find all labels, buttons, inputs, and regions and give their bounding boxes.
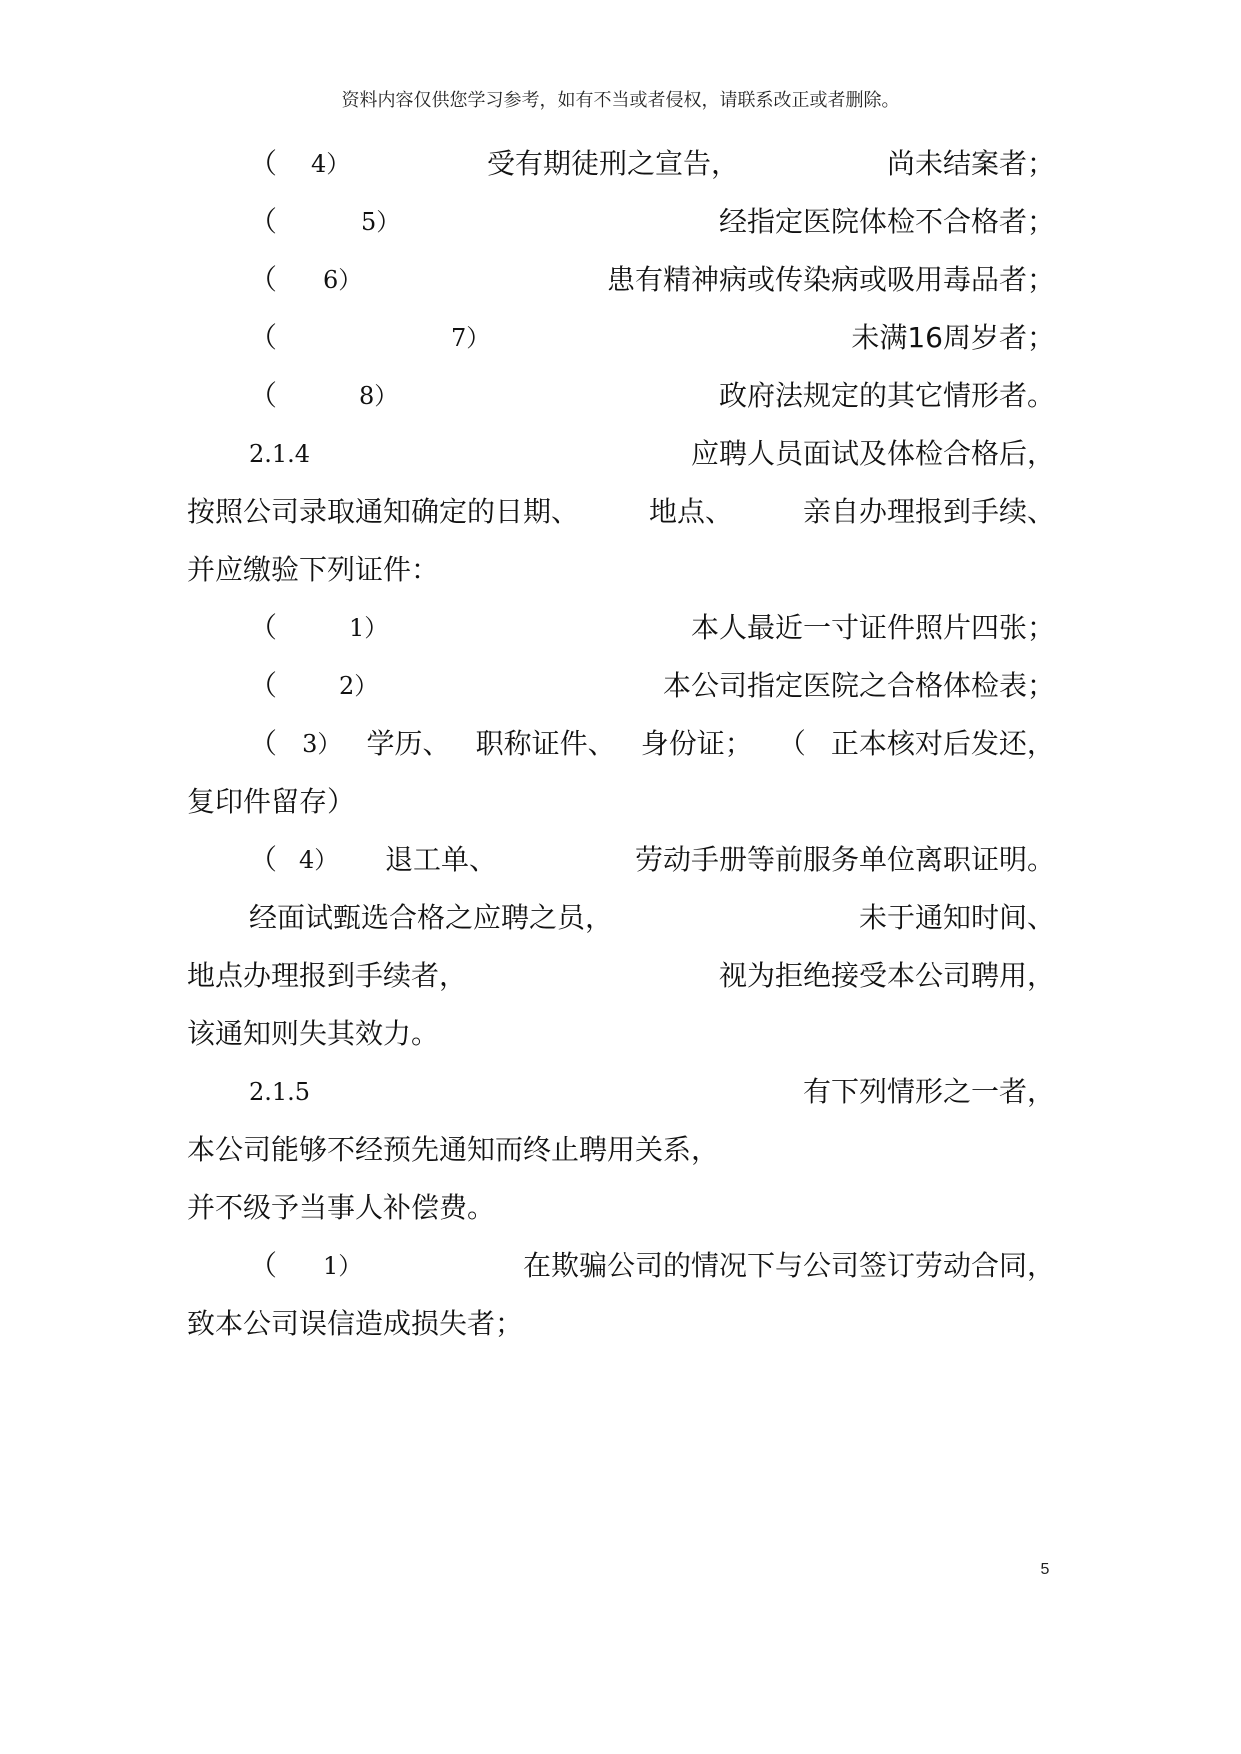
list-item: （ 6） 患有精神病或传染病或吸用毒品者； bbox=[249, 263, 1055, 296]
paragraph-line: 经面试甄选合格之应聘之员， 未于通知时间、 bbox=[249, 901, 1055, 934]
paragraph-line: 致本公司误信造成损失者； bbox=[187, 1307, 524, 1340]
list-item: （ 4） 退工单、 劳动手册等前服务单位离职证明。 bbox=[249, 843, 1055, 876]
list-item: （ 8） 政府法规定的其它情形者。 bbox=[249, 379, 1055, 412]
paragraph-line: 并不级予当事人补偿费。 bbox=[187, 1191, 496, 1224]
page-header: 资料内容仅供您学习参考，如有不当或者侵权，请联系改正或者删除。 bbox=[341, 90, 900, 111]
list-item: （ 2） 本公司指定医院之合格体检表； bbox=[249, 669, 1055, 702]
paragraph-line: 按照公司录取通知确定的日期、 地点、 亲自办理报到手续、 bbox=[187, 495, 1055, 528]
paragraph-line: 本公司能够不经预先通知而终止聘用关系， bbox=[187, 1133, 720, 1166]
list-item: （ 1） 本人最近一寸证件照片四张； bbox=[249, 611, 1055, 644]
paragraph-line: 并应缴验下列证件： bbox=[187, 553, 440, 586]
list-item: （ 1） 在欺骗公司的情况下与公司签订劳动合同， bbox=[249, 1249, 1055, 1282]
paragraph-line: 地点办理报到手续者， 视为拒绝接受本公司聘用， bbox=[187, 959, 1055, 992]
list-item: （ 3） 学历、 职称证件、 身份证； （ 正本核对后发还， bbox=[249, 727, 1055, 760]
section-heading: 2.1.5 有下列情形之一者， bbox=[249, 1075, 1055, 1108]
list-item: （ 4） 受有期徒刑之宣告， 尚未结案者； bbox=[249, 147, 1055, 180]
list-item: （ 5） 经指定医院体检不合格者； bbox=[249, 205, 1055, 238]
paragraph-line: 该通知则失其效力。 bbox=[187, 1017, 440, 1050]
page-number: 5 bbox=[1040, 1561, 1050, 1578]
paragraph-line: 复印件留存） bbox=[187, 785, 356, 818]
list-item: （ 7） 未满16周岁者； bbox=[249, 321, 1055, 354]
section-heading: 2.1.4 应聘人员面试及体检合格后， bbox=[249, 437, 1055, 470]
